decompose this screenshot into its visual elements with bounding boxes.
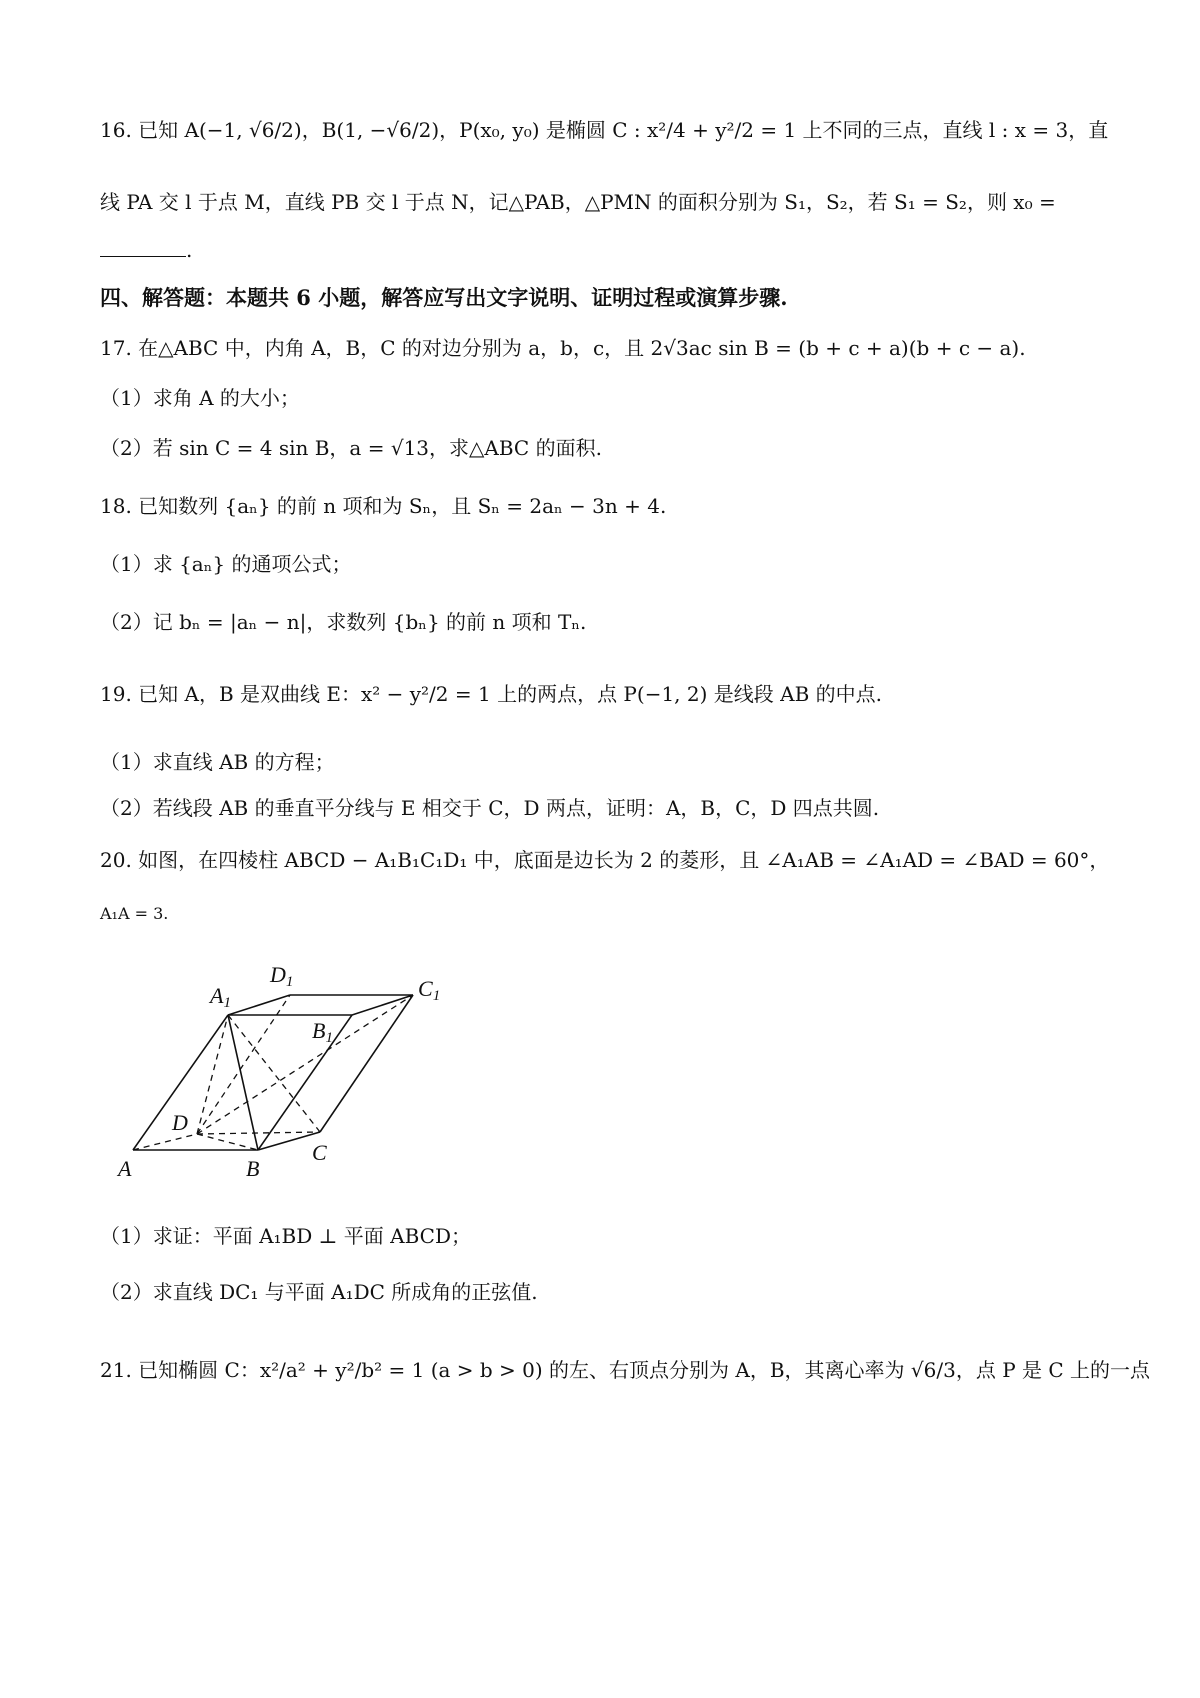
q19-part-2: （2）若线段 AB 的垂直平分线与 E 相交于 C，D 两点，证明：A，B，C，D 四点共圆.: [100, 796, 880, 820]
edge-A1D1: [228, 995, 290, 1015]
label-C1: C1: [418, 976, 441, 1004]
q17-stem: 17. 在△ABC 中，内角 A，B，C 的对边分别为 a，b，c，且 2√3ac sin B = (b + c + a)(b + c − a).: [100, 336, 1026, 360]
q16-line-1: 16. 已知 A(−1, √6/2)，B(1, −√6/2)，P(x₀, y₀) 是椭圆 C : x²/4 + y²/2 = 1 上不同的三点，直线 l : x = 3，直: [100, 118, 1109, 142]
vertex-labels: [116, 962, 440, 1181]
label-D1: D1: [270, 962, 294, 990]
q18-part-2: （2）记 bₙ = |aₙ − n|，求数列 {bₙ} 的前 n 项和 Tₙ.: [100, 610, 587, 634]
q16-answer-line: [100, 236, 1100, 264]
edge-BC: [258, 1132, 320, 1150]
answer-blank: [100, 236, 186, 257]
q19-part-1: （1）求直线 AB 的方程；: [100, 750, 335, 774]
section-heading: 四、解答题：本题共 6 小题，解答应写出文字说明、证明过程或演算步骤.: [100, 285, 788, 310]
edge-BB1: [258, 1015, 352, 1150]
edge-DC1: [197, 995, 413, 1134]
q21-stem: 21. 已知椭圆 C：x²/a² + y²/b² = 1 (a > b > 0) 的左、右顶点分别为 A，B，其离心率为 √6/3，点 P 是 C 上的一点: [100, 1358, 1151, 1382]
edge-CC1: [320, 995, 413, 1132]
label-B: B: [246, 1156, 260, 1181]
q20-part-2: （2）求直线 DC₁ 与平面 A₁DC 所成角的正弦值.: [100, 1280, 538, 1304]
label-A: A: [118, 1156, 132, 1181]
q19-stem: 19. 已知 A，B 是双曲线 E：x² − y²/2 = 1 上的两点，点 P(−1, 2) 是线段 AB 的中点.: [100, 682, 882, 706]
edge-DC: [197, 1132, 320, 1134]
q16-line-2: 线 PA 交 l 于点 M，直线 PB 交 l 于点 N，记△PAB，△PMN 的面积分别为 S₁，S₂，若 S₁ = S₂，则 x₀ =: [100, 190, 1056, 214]
hidden-edges: [133, 995, 413, 1150]
edge-A1B: [228, 1015, 258, 1150]
edge-DA1: [197, 1015, 228, 1134]
edge-DB: [197, 1134, 258, 1150]
q17-part-2: （2）若 sin C = 4 sin B，a = √13，求△ABC 的面积.: [100, 436, 602, 460]
q18-part-1: （1）求 {aₙ} 的通项公式；: [100, 552, 352, 576]
edge-DD1: [197, 995, 290, 1134]
edge-AD: [133, 1134, 197, 1150]
edge-AA1: [133, 1015, 228, 1150]
solid-edges: [133, 995, 413, 1150]
label-B1: B1: [312, 1018, 333, 1046]
q16-period: .: [186, 238, 193, 262]
q17-part-1: （1）求角 A 的大小；: [100, 386, 300, 410]
q20-stem-line-2: A₁A = 3.: [100, 904, 169, 923]
label-C: C: [312, 1140, 327, 1165]
label-A1: A1: [210, 983, 231, 1011]
label-D: D: [172, 1110, 188, 1135]
q18-stem: 18. 已知数列 {aₙ} 的前 n 项和为 Sₙ，且 Sₙ = 2aₙ − 3n + 4.: [100, 494, 667, 518]
q20-stem-line-1: 20. 如图，在四棱柱 ABCD − A₁B₁C₁D₁ 中，底面是边长为 2 的菱形，且 ∠A₁AB = ∠A₁AD = ∠BAD = 60°，: [100, 848, 1110, 872]
edge-A1C: [228, 1015, 320, 1132]
edge-B1C1: [352, 995, 413, 1015]
q20-part-1: （1）求证：平面 A₁BD ⊥ 平面 ABCD；: [100, 1224, 472, 1248]
